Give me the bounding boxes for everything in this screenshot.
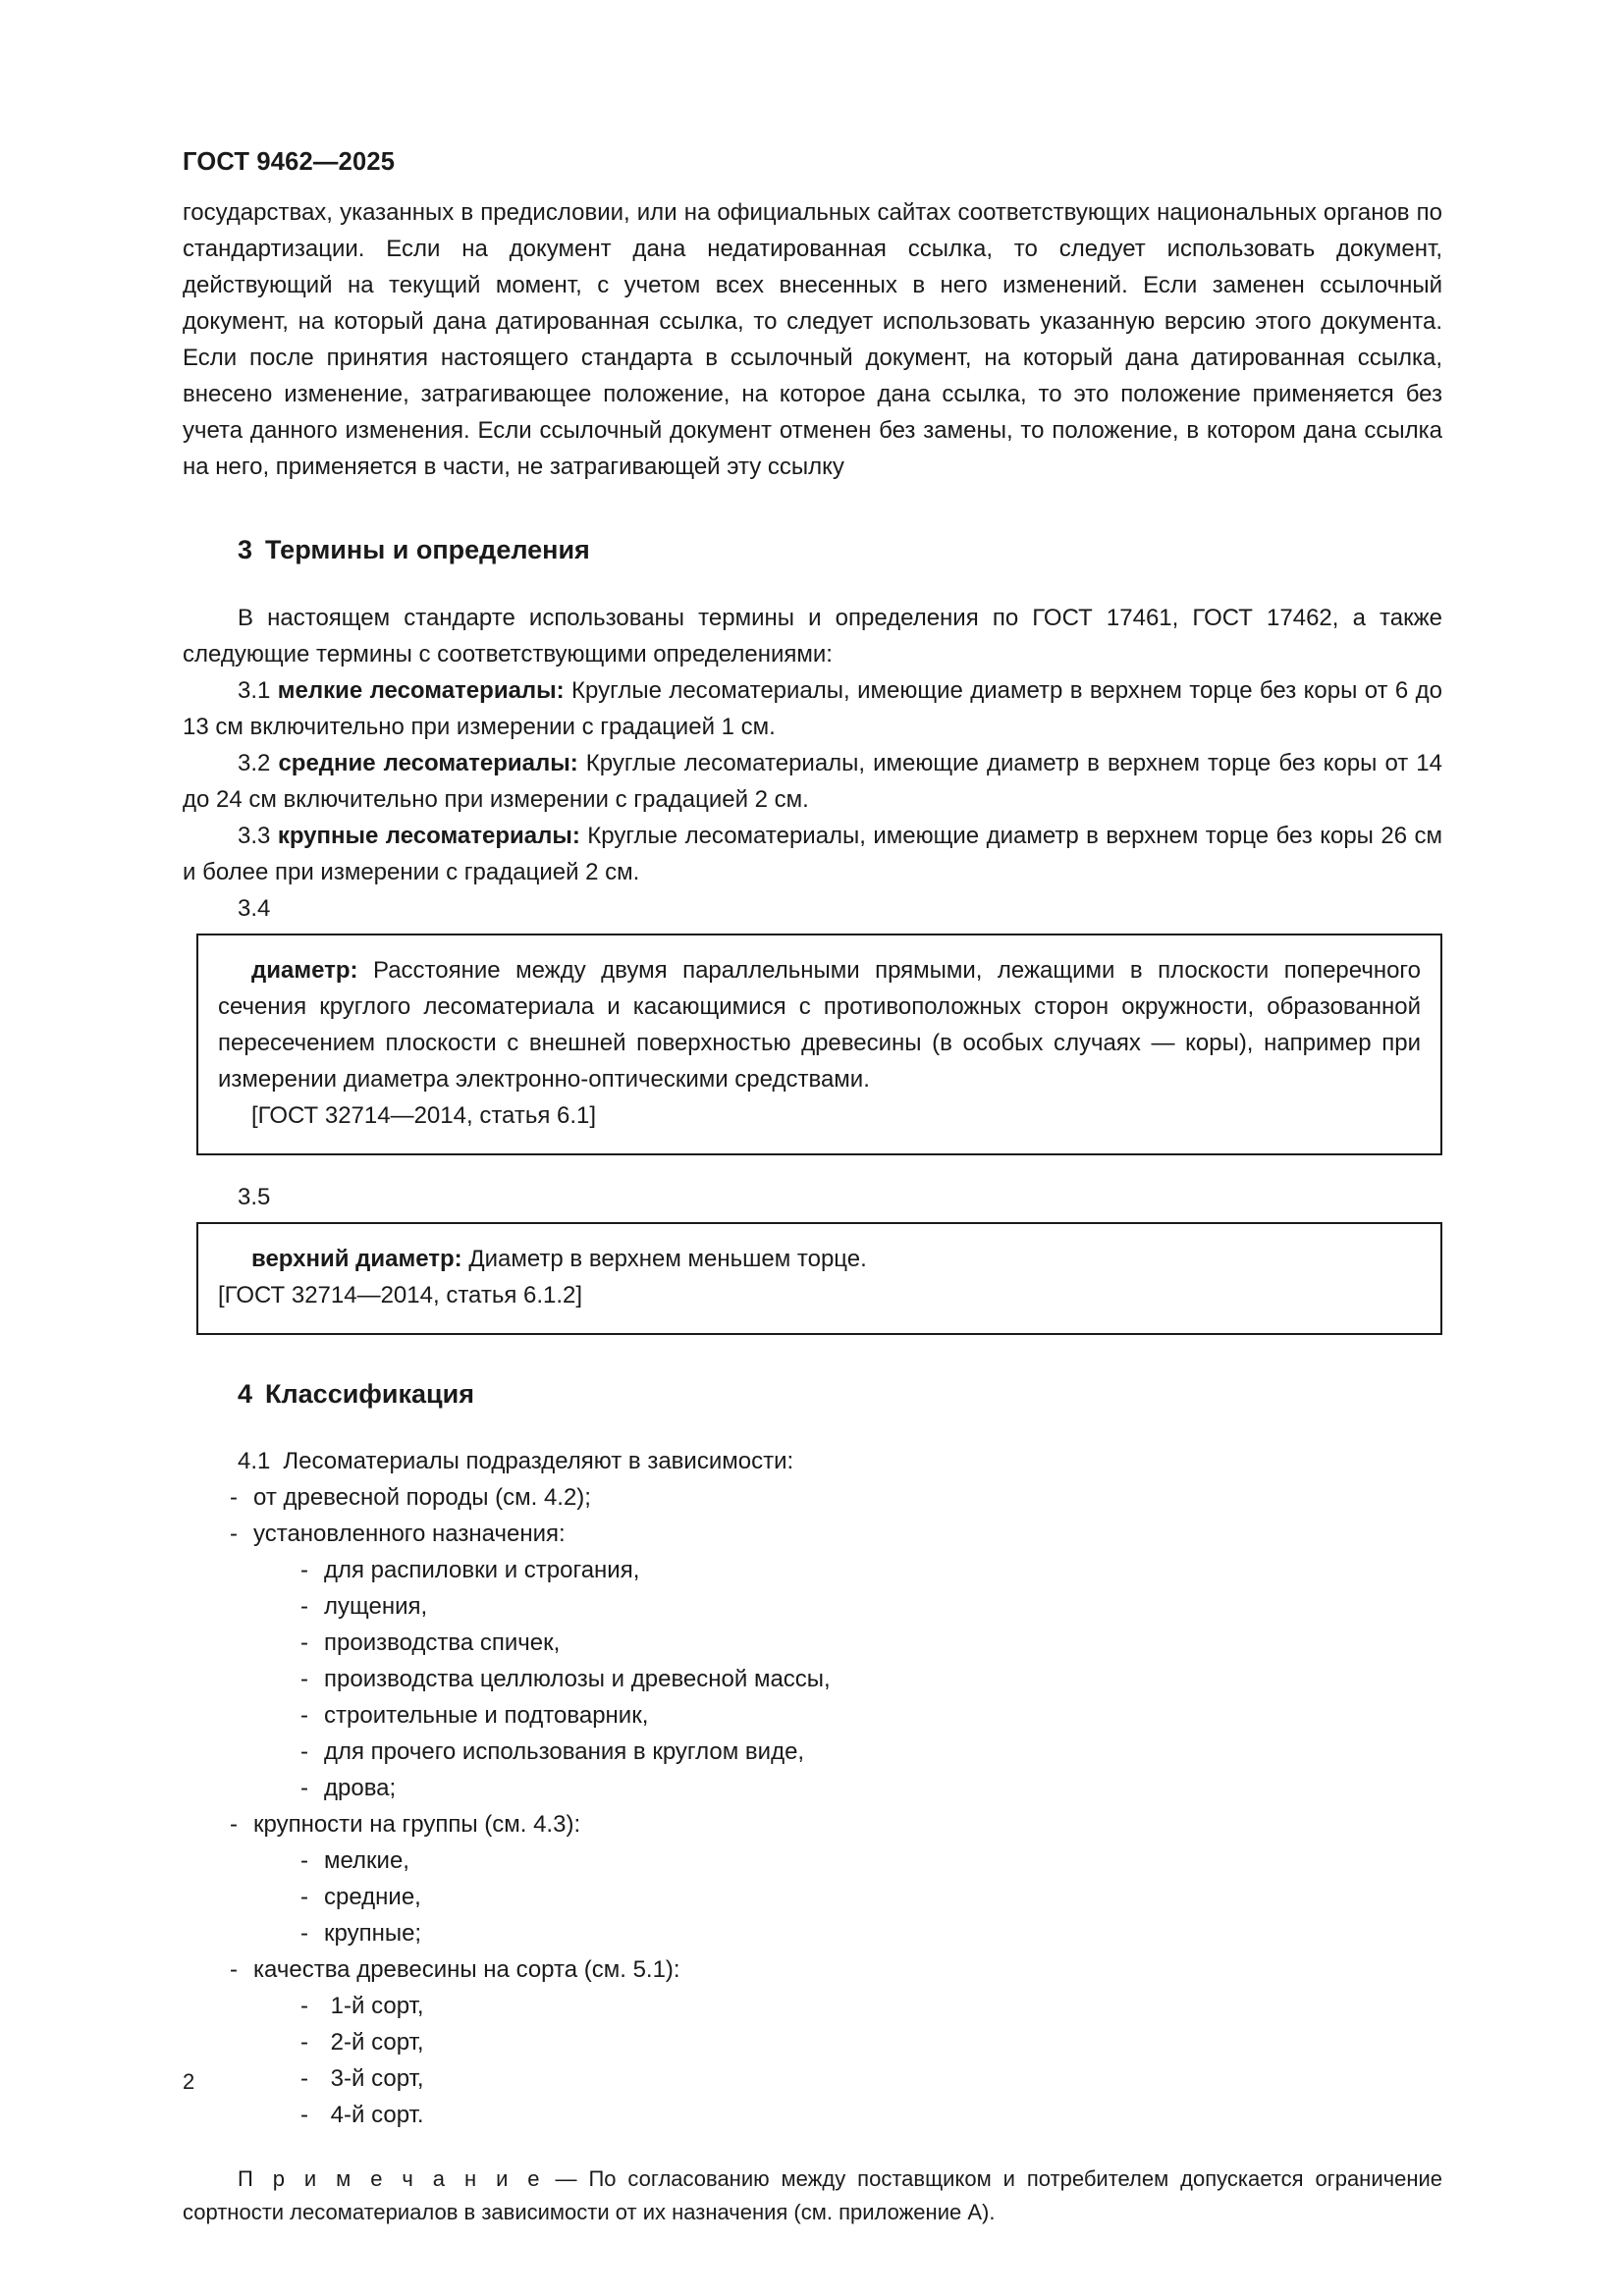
clause-3-4-number: 3.4 [238,895,271,923]
list-item-label: производства целлюлозы и древесной массы, [324,1666,831,1693]
dash-marker: - [300,1884,308,1911]
note-separator: — [543,2166,589,2192]
section-4-title: Классификация [265,1379,475,1410]
note-text: По согласованию между поставщиком и потребителем допускается ограничение сортности лесоматериалов в зависимости от их назначения (см. приложение А). [183,2166,1442,2225]
list-item-label: крупные; [324,1920,422,1948]
dash-marker: - [300,2065,308,2093]
list-item [300,2097,1442,2133]
clause-3-2 [183,745,1442,818]
list-item [300,1697,1442,1734]
dash-marker: - [300,1557,308,1584]
list-item [300,2024,1442,2060]
list-item [300,1625,1442,1661]
dash-marker: - [300,1702,308,1730]
list-item [300,1734,1442,1770]
dash-marker: - [230,1484,238,1512]
page-content [183,0,1442,2229]
section-3-number: 3 [238,534,253,564]
list-item [230,1951,1442,2133]
list-item-label: 2-й сорт, [330,2029,424,2056]
definition-box-3-5 [196,1222,1442,1335]
definition-3-4-body: Расстояние между двумя параллельными прямыми, лежащими в плоскости поперечного сечения круглого лесоматериала и касающимися с противоположных сторон окружности, образованной пересечением плоскости с внешней поверхностью древесины (в особых случаях — коры), например при измерении диаметра электронно-оптическими средствами. [218,957,1421,1094]
list-item [230,1516,1442,1806]
clause-3-2-number: 3.2 [238,750,271,777]
list-item-label: для распиловки и строгания, [324,1557,640,1584]
definition-3-4-text [218,952,1421,1097]
clause-4-1 [183,1443,1442,1479]
list-item [300,1915,1442,1951]
intro-paragraph: государствах, указанных в предисловии, или на официальных сайтах соответствующих национальных органов по стандартизации. Если на документ дана недатированная ссылка, то следует использовать документ, действующий на текущий момент, с учетом всех внесенных в него изменений. Если заменен ссылочный документ, на который дана датированная ссылка, то следует использовать указанную версию этого документа. Если после принятия настоящего стандарта в ссылочный документ, на который дана датированная ссылка, внесено изменение, затрагивающее положение, на которое дана ссылка, то это положение применяется без учета данного изменения. Если ссылочный документ отменен без замены, то положение, в котором дана ссылка на него, применяется в части, не затрагивающей эту ссылку [183,198,1442,480]
dash-marker: - [300,1775,308,1802]
clause-3-1 [183,672,1442,745]
definition-3-5-term: верхний диаметр: [251,1246,462,1273]
list-item-label: производства спичек, [324,1629,561,1657]
section-heading-3 [183,534,1442,567]
list-item [300,1552,1442,1588]
list-item [300,2060,1442,2097]
list-item-label: мелкие, [324,1847,409,1875]
dash-marker: - [300,2102,308,2129]
list-item-label: 3-й сорт, [330,2065,424,2093]
dash-marker: - [300,2029,308,2056]
section-4-number: 4 [238,1379,253,1410]
clause-4-1-number: 4.1 [238,1448,271,1475]
definition-3-4-source: [ГОСТ 32714—2014, статья 6.1] [251,1102,597,1130]
list-item-label: строительные и подтоварник, [324,1702,649,1730]
classification-sublist-grade [253,1988,1442,2133]
clause-3-3-number: 3.3 [238,823,271,850]
section-heading-4 [183,1378,1442,1412]
clause-3-2-definition: Круглые лесоматериалы, имеющие диаметр в верхнем торце без коры от 14 до 24 см включительно при измерении с градацией 2 см. [183,750,1443,814]
list-item-label: установленного назначения: [253,1521,566,1548]
list-item [300,1988,1442,2024]
list-item [300,1842,1442,1879]
dash-marker: - [300,1629,308,1657]
definition-3-4-term: диаметр: [251,957,358,985]
clause-3-2-term: средние лесоматериалы: [278,750,578,777]
list-item-label: крупности на группы (см. 4.3): [253,1811,581,1839]
definition-3-5-source: [ГОСТ 32714—2014, статья 6.1.2] [218,1282,583,1309]
list-item-label: качества древесины на сорта (см. 5.1): [253,1956,680,1984]
running-header: ГОСТ 9462—2025 [183,148,396,176]
list-item-label: лущения, [324,1593,428,1621]
list-item [300,1661,1442,1697]
note-paragraph [183,2163,1442,2229]
list-item [230,1479,1442,1516]
clause-3-3 [183,818,1442,890]
clause-3-1-definition: Круглые лесоматериалы, имеющие диаметр в верхнем торце без коры от 6 до 13 см включительно при измерении с градацией 1 см. [183,677,1442,741]
dash-marker: - [300,1920,308,1948]
clause-3-3-definition: Круглые лесоматериалы, имеющие диаметр в верхнем торце без коры 26 см и более при измерении с градацией 2 см. [183,823,1442,886]
page-number: 2 [183,2069,195,2094]
dash-marker: - [230,1521,238,1548]
list-item-label: дрова; [324,1775,397,1802]
classification-sublist-size [253,1842,1442,1951]
list-item-label: 1-й сорт, [330,1993,424,2020]
dash-marker: - [300,1847,308,1875]
list-item [300,1879,1442,1915]
classification-list [183,1479,1442,2133]
classification-sublist-purpose [253,1552,1442,1806]
list-item [230,1806,1442,1951]
clause-4-1-text: Лесоматериалы подразделяют в зависимости: [283,1448,794,1475]
clause-3-1-number: 3.1 [238,677,271,705]
clause-3-3-term: крупные лесоматериалы: [277,823,580,850]
dash-marker: - [300,1666,308,1693]
definition-3-5-body: Диаметр в верхнем меньшем торце. [461,1246,867,1273]
list-item [300,1588,1442,1625]
list-item-label: 4-й сорт. [330,2102,424,2129]
dash-marker: - [230,1811,238,1839]
dash-marker: - [230,1956,238,1984]
note-label: П р и м е ч а н и е [238,2166,544,2192]
list-item-label: от древесной породы (см. 4.2); [253,1484,591,1512]
list-item-label: средние, [324,1884,421,1911]
section-3-title: Термины и определения [265,534,590,564]
definition-box-3-4 [196,934,1442,1155]
definition-3-5-text [218,1241,1421,1277]
dash-marker: - [300,1993,308,2020]
dash-marker: - [300,1593,308,1621]
list-item-label: для прочего использования в круглом виде, [324,1738,805,1766]
list-item [300,1770,1442,1806]
clause-3-1-term: мелкие лесоматериалы: [277,677,565,705]
dash-marker: - [300,1738,308,1766]
clause-3-5-number: 3.5 [238,1184,271,1211]
section-3-lead: В настоящем стандарте использованы термины и определения по ГОСТ 17461, ГОСТ 17462, а также следующие термины с соответствующими определениями: [183,605,1442,668]
